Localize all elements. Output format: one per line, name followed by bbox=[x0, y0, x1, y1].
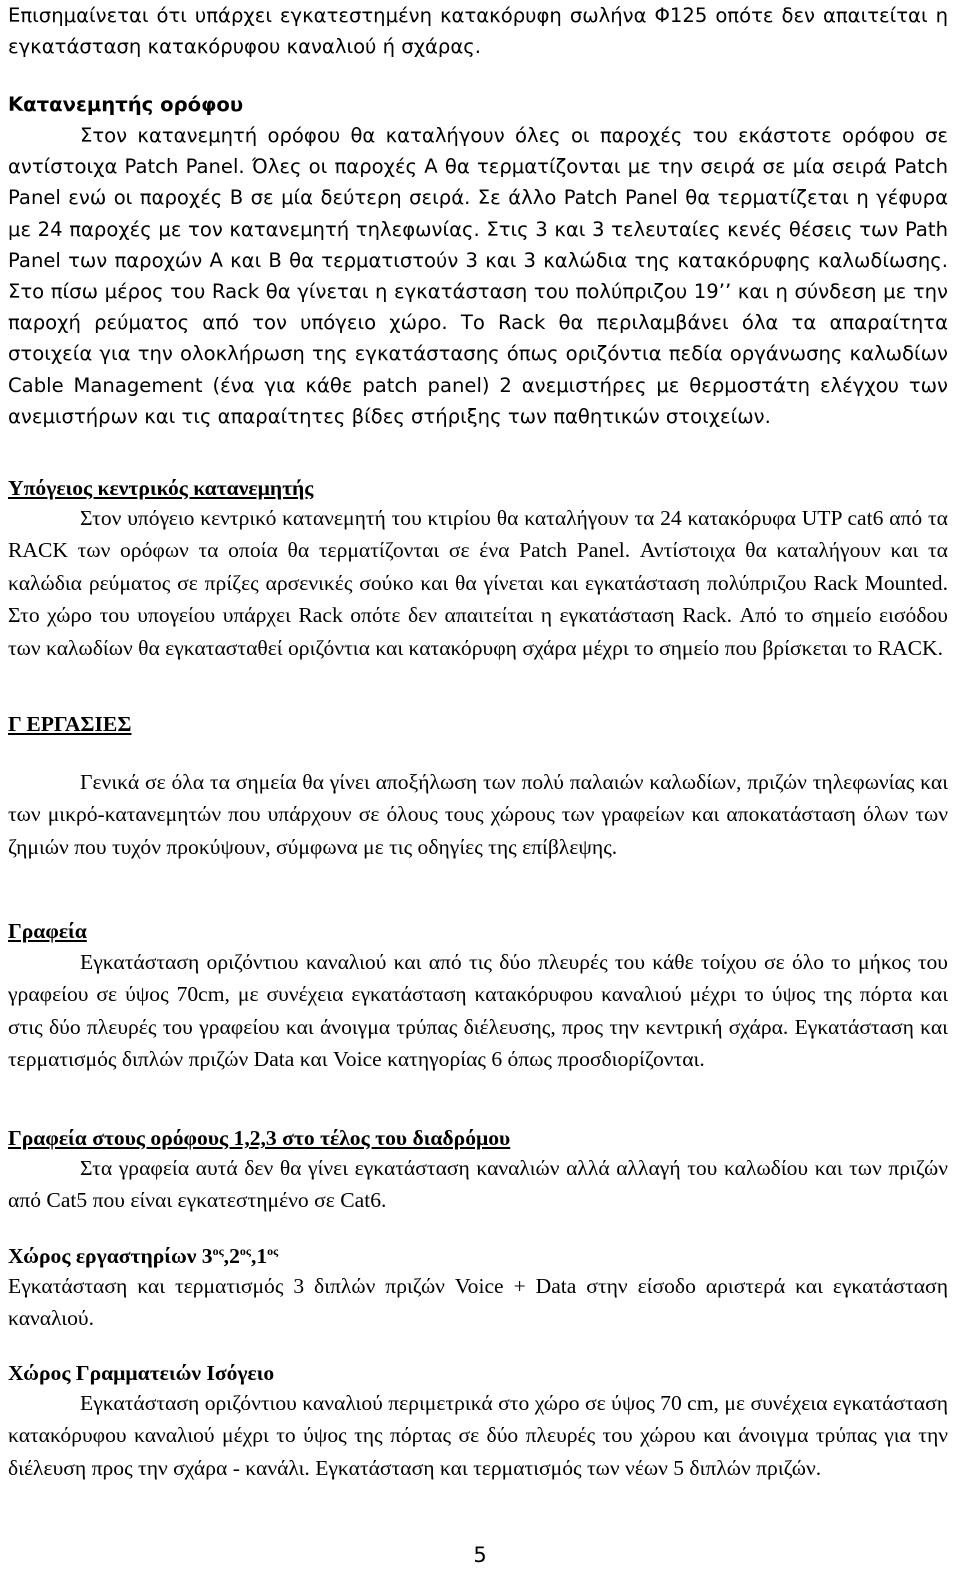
labs-paragraph: Εγκατάσταση και τερματισμός 3 διπλών πριζών Voice + Data στην είσοδο αριστερά και εγκατάσταση καναλιού. bbox=[8, 1274, 948, 1331]
offices-corridor-heading: Γραφεία στους ορόφους 1,2,3 στο τέλος του διαδρόμου bbox=[8, 1126, 511, 1150]
page-number: 5 bbox=[473, 1543, 487, 1567]
offices-heading: Γραφεία bbox=[8, 919, 87, 943]
labs-heading-mid-1: ,2 bbox=[223, 1244, 240, 1268]
secretariat-heading: Χώρος Γραμματειών Ισόγειο bbox=[8, 1361, 275, 1385]
floor-distributor-paragraph: Στον κατανεμητή ορόφου θα καταλήγουν όλες οι παροχές του εκάστοτε ορόφου σε αντίστοιχα Patch Panel. Όλες οι παροχές Α θα τερματίζονται με την σειρά σε μία σειρά Patch Panel ενώ οι παροχές Β σε μία δεύτερη σειρά. Σε άλλο Patch Panel θα τερματίζεται η γέφυρα με 24 παροχές με τον κατανεμητή τηλεφωνίας. Στις 3 και 3 τελευταίες κενές θέσεις των Path Panel των παροχών Α και Β θα τερματιστούν 3 και 3 καλώδια της κατακόρυφης καλωδίωσης. Στο πίσω μέρος του Rack θα γίνεται η εγκατάσταση του πολύπριζου 19’’ και η σύνδεση με την παροχή ρεύματος από τον υπόγειο χώρο. Το Rack θα περιλαμβάνει όλα τα απαραίτητα στοιχεία για την ολοκλήρωση της εγκατάστασης όπως οριζόντια πεδία οργάνωσης καλωδίων Cable Management (ένα για κάθε patch panel) 2 ανεμιστήρες με θερμοστάτη ελέγχου των ανεμιστήρων και τις απαραίτητες βίδες στήριξης των παθητικών στοιχείων. bbox=[8, 124, 948, 428]
secretariat-paragraph: Εγκατάσταση οριζόντιου καναλιού περιμετρικά στο χώρο σε ύψος 70 cm, με συνέχεια εγκατάσταση κατακόρυφου καναλιού μέχρι το ύψος της πόρτας σε δύο πλευρές του χώρου και άνοιγμα τρύπας για την διέλευση προς την σχάρα - κανάλι. Εγκατάσταση και τερματισμός των νέων 5 διπλών πριζών. bbox=[8, 1391, 948, 1480]
works-heading: Γ ΕΡΓΑΣΙΕΣ bbox=[8, 712, 132, 736]
labs-heading-sup-3: ος bbox=[267, 1244, 279, 1258]
offices-corridor-paragraph: Στα γραφεία αυτά δεν θα γίνει εγκατάσταση καναλιών αλλά αλλαγή του καλωδίου και των πριζών από Cat5 που είναι εγκατεστημένο σε Cat6. bbox=[8, 1156, 948, 1213]
basement-distributor-heading: Υπόγειος κεντρικός κατανεμητής bbox=[8, 476, 314, 500]
intro-paragraph: Επισημαίνεται ότι υπάρχει εγκατεστημένη κατακόρυφη σωλήνα Φ125 οπότε δεν απαιτείται η εγκατάσταση κατακόρυφου καναλιού ή σχάρας. bbox=[8, 4, 948, 59]
labs-heading bbox=[8, 1240, 278, 1272]
labs-heading-text: Χώρος εργαστηρίων 3 bbox=[8, 1244, 213, 1268]
labs-heading-sup-2: ος bbox=[239, 1244, 251, 1258]
labs-heading-sup-1: ος bbox=[212, 1244, 224, 1258]
works-paragraph: Γενικά σε όλα τα σημεία θα γίνει αποξήλωση των πολύ παλαιών καλωδίων, πριζών τηλεφωνίας και των μικρό-κατανεμητών που υπάρχουν σε όλους τους χώρους των γραφείων και αποκατάσταση όλων των ζημιών που τυχόν προκύψουν, σύμφωνα με τις οδηγίες της επίβλεψης. bbox=[8, 770, 948, 859]
floor-distributor-heading: Κατανεμητής ορόφου bbox=[8, 93, 244, 116]
offices-paragraph: Εγκατάσταση οριζόντιου καναλιού και από τις δύο πλευρές του κάθε τοίχου σε όλο το μήκος του γραφείου σε ύψος 70cm, με συνέχεια εγκατάσταση κατακόρυφου καναλιού μέχρι το ύψος της πόρτα και στις δύο πλευρές του γραφείου και άνοιγμα τρύπας διέλευσης, προς την κεντρική σχάρα. Εγκατάσταση και τερματισμός διπλών πριζών Data και Voice κατηγορίας 6 όπως προσδιορίζονται. bbox=[8, 950, 948, 1072]
basement-distributor-paragraph: Στον υπόγειο κεντρικό κατανεμητή του κτιρίου θα καταλήγουν τα 24 κατακόρυφα UTP cat6 από τα RACK των ορόφων τα οποία θα τερματίζονται σε ένα Patch Panel. Αντίστοιχα θα καταλήγουν και τα καλώδια ρεύματος σε πρίζες αρσενικές σούκο και θα γίνεται και εγκατάσταση πολύπριζου Rack Mounted. Στο χώρο του υπογείου υπάρχει Rack οπότε δεν απαιτείται η εγκατάσταση Rack. Από το σημείο εισόδου των καλωδίων θα εγκατασταθεί οριζόντια και κατακόρυφη σχάρα μέχρι το σημείο που βρίσκεται το RACK. bbox=[8, 506, 948, 660]
labs-heading-mid-2: ,1 bbox=[250, 1244, 268, 1268]
